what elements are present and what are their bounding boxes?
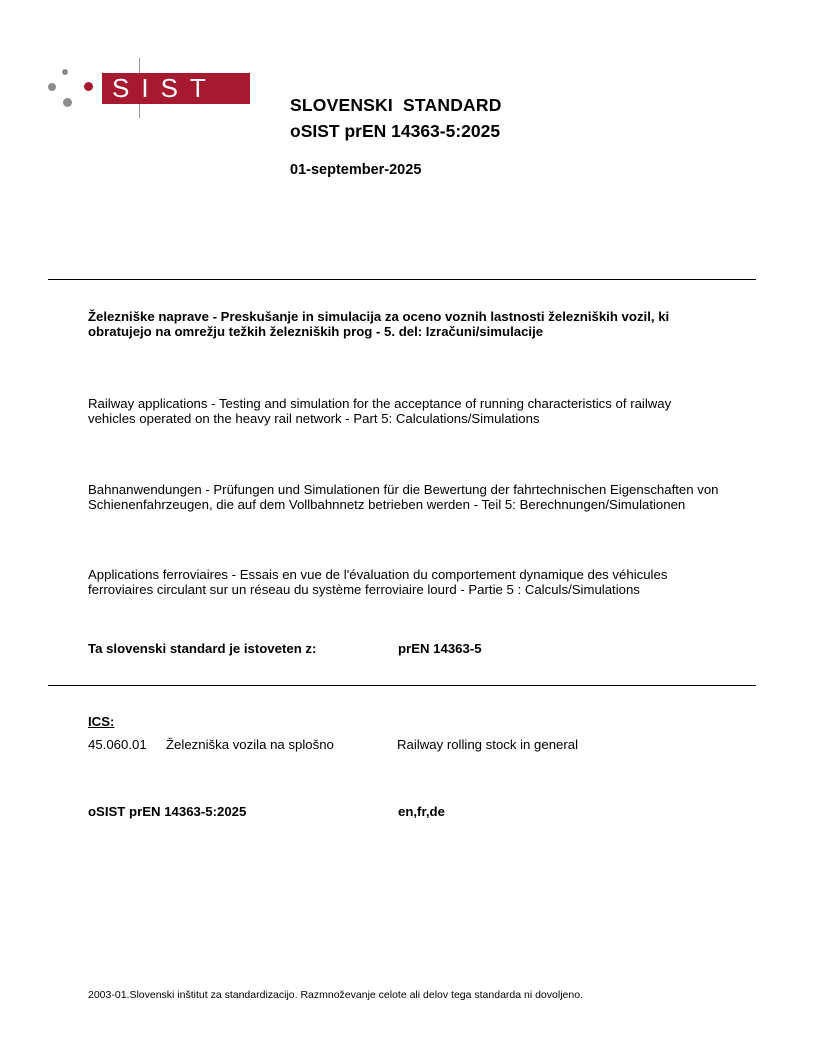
- title-english: Railway applications - Testing and simulation for the acceptance of running characteristics of railway vehicles operated on the heavy rail network - Part 5: Calculations/Simulations: [88, 396, 672, 426]
- identical-label: Ta slovenski standard je istoveten z:: [88, 641, 317, 656]
- logo-dot-icon: [62, 69, 68, 75]
- document-languages: en,fr,de: [398, 804, 445, 819]
- document-code: oSIST prEN 14363-5:2025: [88, 804, 247, 819]
- sist-logo: [46, 58, 216, 118]
- ics-description-sl: Železniška vozila na splošno: [166, 737, 334, 752]
- logo-dot-icon: [63, 98, 72, 107]
- copyright-notice: 2003-01.Slovenski inštitut za standardizacijo. Razmnoževanje celote ali delov tega standarda ni dovoljeno.: [88, 989, 583, 1001]
- logo-wordmark: SIST: [102, 73, 250, 104]
- identical-value: prEN 14363-5: [398, 641, 482, 656]
- ics-description-en: Railway rolling stock in general: [397, 737, 579, 752]
- standard-heading: SLOVENSKI STANDARD: [290, 95, 502, 115]
- logo-dot-icon: [48, 83, 56, 91]
- standard-date: 01-september-2025: [290, 162, 422, 178]
- standard-code: oSIST prEN 14363-5:2025: [290, 121, 501, 141]
- title-french: Applications ferroviaires - Essais en vue de l'évaluation du comportement dynamique des véhicules ferroviaires circulant sur un réseau du système ferroviaire lourd - Partie 5 : Calculs/Simulations: [88, 567, 668, 597]
- title-slovenian: Železniške naprave - Preskušanje in simulacija za oceno voznih lastnosti železniških vozil, ki obratujejo na omrežju težkih železniških prog - 5. del: Izračuni/simulacije: [88, 309, 670, 339]
- logo-dot-icon: [84, 82, 93, 91]
- divider-bottom: [48, 685, 756, 686]
- ics-code: 45.060.01: [88, 737, 147, 752]
- title-german: Bahnanwendungen - Prüfungen und Simulationen für die Bewertung der fahrtechnischen Eigenschaften von Schienenfahrzeugen, die auf dem Vollbahnnetz betrieben werden - Teil 5: Berechnungen/Simulationen: [88, 482, 719, 512]
- ics-heading: ICS:: [88, 714, 115, 729]
- divider-top: [48, 279, 756, 280]
